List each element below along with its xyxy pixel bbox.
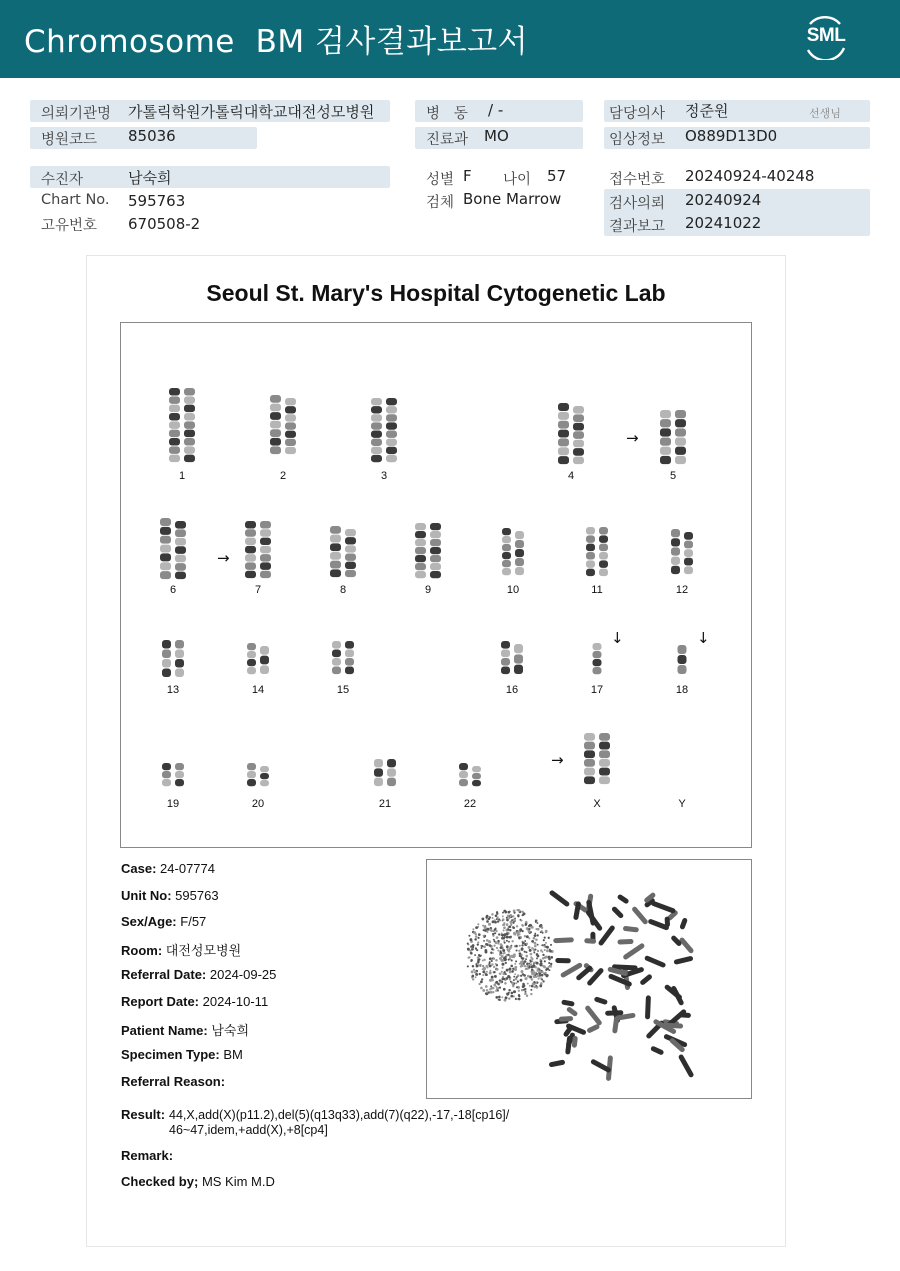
dept-label: 진료과	[426, 132, 469, 148]
chromosome-label-19: 19	[166, 798, 180, 810]
checked-value: MS Kim M.D	[201, 1174, 275, 1189]
request-label: 검사의뢰	[609, 196, 666, 212]
patient-value: 남숙희	[128, 169, 172, 187]
checked-line: Checked by; MS Kim M.D	[121, 1174, 275, 1189]
chromosome-label-11: 11	[591, 584, 603, 596]
logo-text: SML	[806, 25, 846, 46]
request-value: 20240924	[685, 191, 762, 209]
report-date-value-2: 2024-10-11	[202, 994, 269, 1009]
result-line-1: 44,X,add(X)(p11.2),del(5)(q13q33),add(7)(q22),-17,-18[cp16]/	[169, 1108, 510, 1122]
patient-label: 수진자	[41, 172, 84, 188]
arrow-chr-7: →	[217, 549, 230, 567]
chromosome-label-16: 16	[505, 684, 519, 696]
chromosome-pair-15	[332, 641, 354, 674]
report-header	[0, 0, 900, 78]
referral-date-line: Referral Date: 2024-09-25	[121, 967, 277, 982]
doctor-suffix: 선생님	[809, 107, 841, 120]
receipt-label: 접수번호	[609, 172, 666, 188]
patient-name-value: 남숙희	[211, 1023, 250, 1038]
chromosome-pair-3	[371, 398, 397, 462]
unit-value: 595763	[175, 888, 219, 903]
institution-value: 가톨릭학원가톨릭대학교대전성모병원	[128, 103, 375, 121]
clinical-value: O889D13D0	[685, 127, 778, 145]
remark-line: Remark:	[121, 1148, 174, 1163]
chromosome-label-14: 14	[251, 684, 265, 696]
result-line-2: 46~47,idem,+add(X),+8[cp4]	[169, 1123, 328, 1137]
case-value: 24-07774	[160, 861, 215, 876]
chromosome-pair-13	[162, 640, 184, 677]
chromosome-pair-6	[160, 518, 186, 579]
chromosome-label-22: 22	[463, 798, 477, 810]
unit-line: Unit No: 595763	[121, 888, 219, 903]
metaphase-chromosomes	[548, 889, 694, 1081]
chart-value: 595763	[128, 192, 186, 210]
unique-value: 670508-2	[128, 215, 201, 233]
chromosome-pair-16	[501, 641, 523, 674]
hospital-code-label: 병원코드	[41, 132, 98, 148]
doctor-value: 정준원	[685, 102, 729, 120]
chromosome-label-2: 2	[279, 470, 287, 482]
chromosome-pair-17	[593, 643, 602, 674]
result-label: Result:	[121, 1107, 166, 1122]
case-line: Case: 24-07774	[121, 861, 215, 876]
chromosome-label-1: 1	[178, 470, 186, 482]
specimen-value: Bone Marrow	[463, 190, 562, 208]
doctor-label: 담당의사	[609, 106, 666, 122]
chromosome-pair-19	[162, 763, 184, 786]
interphase-nucleus	[467, 909, 554, 1002]
chromosome-label-9: 9	[424, 584, 432, 596]
chromosome-pair-2	[270, 395, 296, 454]
report-date-label: 결과보고	[609, 219, 666, 235]
sml-logo	[800, 14, 852, 64]
chromosome-label-17: 17	[590, 684, 604, 696]
chromosome-label-21: 21	[378, 798, 392, 810]
chromosome-pair-5	[660, 410, 686, 464]
karyotype-panel	[120, 322, 752, 848]
sexage-line: Sex/Age: F/57	[121, 914, 207, 929]
patient-name-line: Patient Name: 남숙희	[121, 1023, 250, 1038]
specimen-type-value: BM	[223, 1047, 243, 1062]
chromosome-label-10: 10	[506, 584, 520, 596]
ward-label: 병 동	[426, 106, 468, 122]
dept-value: MO	[484, 127, 509, 145]
chromosome-pair-9	[415, 523, 441, 578]
arrow-chr-x: →	[551, 751, 564, 769]
chromosome-pair-X	[584, 733, 610, 784]
arrow-chr-17: ↓	[611, 629, 624, 647]
chromosome-pair-4	[558, 403, 584, 464]
unique-label: 고유번호	[41, 218, 98, 234]
report-title: Seoul St. Mary's Hospital Cytogenetic Lab	[206, 280, 666, 306]
chromosome-label-Y: Y	[678, 798, 686, 810]
metaphase-spread-image	[427, 860, 751, 1098]
ward-value: / -	[488, 101, 504, 119]
chromosome-label-18: 18	[675, 684, 689, 696]
chromosome-label-3: 3	[380, 470, 388, 482]
arrow-chr-18: ↓	[697, 629, 710, 647]
chromosome-label-4: 4	[567, 470, 575, 482]
chromosome-label-6: 6	[169, 584, 177, 596]
chromosome-label-15: 15	[336, 684, 350, 696]
chromosome-pair-20	[247, 763, 269, 786]
chromosome-pair-22	[459, 763, 481, 786]
institution-label: 의뢰기관명	[41, 106, 112, 122]
sex-label: 성별	[426, 172, 455, 188]
chromosome-pair-14	[247, 643, 269, 674]
chromosome-label-12: 12	[675, 584, 689, 596]
chromosome-label-X: X	[593, 798, 601, 810]
page-title: Chromosome BM 검사결과보고서	[24, 24, 529, 60]
chromosome-pair-7	[245, 521, 271, 578]
report-date-line: Report Date: 2024-10-11	[121, 994, 269, 1009]
report-date-value: 20241022	[685, 214, 762, 232]
specimen-type-line: Specimen Type: BM	[121, 1047, 243, 1062]
clinical-label: 임상정보	[609, 132, 666, 148]
chromosome-pair-11	[586, 527, 608, 576]
metaphase-image	[426, 859, 752, 1099]
karyotype-image	[121, 323, 751, 847]
chromosome-pair-1	[169, 388, 195, 462]
hospital-code-value: 85036	[128, 127, 176, 145]
receipt-value: 20240924-40248	[685, 167, 815, 185]
cytogenetic-report	[86, 255, 786, 1247]
arrow-chr-5: →	[626, 429, 639, 447]
chromosome-label-7: 7	[254, 584, 262, 596]
sexage-value: F/57	[180, 914, 207, 929]
chromosome-pair-18	[678, 645, 687, 674]
sex-value: F	[463, 167, 472, 185]
room-line: Room: 대전성모병원	[121, 943, 242, 958]
age-label: 나이	[503, 172, 532, 188]
chromosome-label-8: 8	[339, 584, 347, 596]
chromosome-pair-21	[374, 759, 396, 786]
chromosome-pair-8	[330, 526, 356, 577]
referral-reason-line: Referral Reason:	[121, 1074, 226, 1089]
chromosome-pair-10	[502, 528, 524, 575]
referral-date-value: 2024-09-25	[209, 967, 277, 982]
patient-row-bg	[30, 166, 390, 188]
age-value: 57	[547, 167, 567, 185]
chromosome-label-5: 5	[669, 470, 677, 482]
specimen-label: 검체	[426, 195, 455, 211]
chromosome-pair-12	[671, 529, 693, 574]
chromosome-label-20: 20	[251, 798, 265, 810]
chart-label: Chart No.	[41, 192, 110, 208]
room-value: 대전성모병원	[165, 943, 242, 958]
chromosome-label-13: 13	[166, 684, 180, 696]
